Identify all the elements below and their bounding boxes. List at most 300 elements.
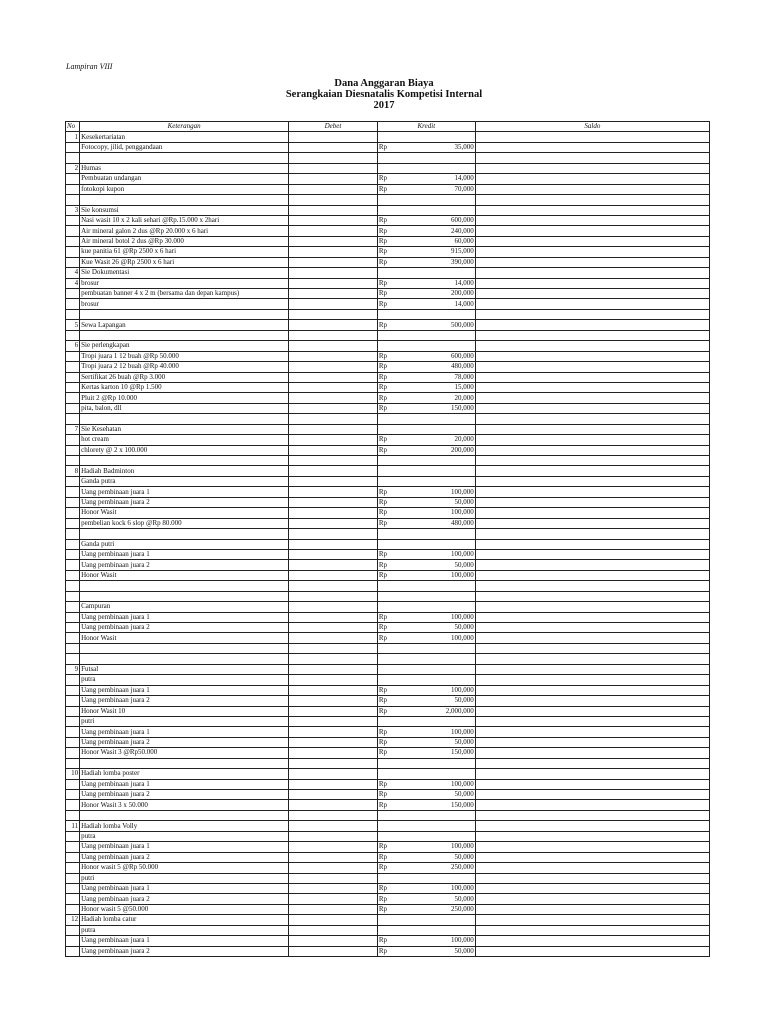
row-currency: Rp <box>377 142 394 152</box>
row-kredit-amount <box>395 466 476 476</box>
table-row <box>66 716 710 726</box>
row-saldo <box>475 153 709 163</box>
table-row <box>66 549 710 559</box>
row-description: Uang pembinaan juara 1 <box>80 612 289 622</box>
col-header-kredit: Kredit <box>377 122 475 132</box>
row-number: 6 <box>66 341 80 351</box>
table-row <box>66 497 710 507</box>
row-debet <box>289 612 378 622</box>
table-row <box>66 424 710 434</box>
row-kredit-amount: 250,000 <box>395 863 476 873</box>
row-saldo <box>475 727 709 737</box>
row-number <box>66 445 80 455</box>
row-currency: Rp <box>377 487 394 497</box>
row-kredit-amount <box>395 163 476 173</box>
row-kredit-amount: 480,000 <box>395 362 476 372</box>
row-number <box>66 779 80 789</box>
row-kredit-amount: 150,000 <box>395 748 476 758</box>
row-currency: Rp <box>377 278 394 288</box>
row-currency: Rp <box>377 737 394 747</box>
row-debet <box>289 904 378 914</box>
row-currency <box>377 205 394 215</box>
row-number: 8 <box>66 466 80 476</box>
row-kredit-amount <box>395 330 476 340</box>
row-description: Hadiah lomba poster <box>80 769 289 779</box>
row-debet <box>289 330 378 340</box>
row-kredit-amount: 200,000 <box>395 289 476 299</box>
table-row <box>66 529 710 539</box>
row-description: Honor Wasit 3 x 50.000 <box>80 800 289 810</box>
row-kredit-amount <box>395 205 476 215</box>
row-saldo <box>475 247 709 257</box>
row-kredit-amount <box>395 476 476 486</box>
row-debet <box>289 915 378 925</box>
row-currency: Rp <box>377 883 394 893</box>
row-currency: Rp <box>377 184 394 194</box>
row-currency <box>377 309 394 319</box>
row-saldo <box>475 883 709 893</box>
row-debet <box>289 351 378 361</box>
row-number <box>66 435 80 445</box>
row-debet <box>289 456 378 466</box>
row-debet <box>289 424 378 434</box>
row-debet <box>289 863 378 873</box>
row-currency: Rp <box>377 351 394 361</box>
table-row <box>66 727 710 737</box>
row-currency: Rp <box>377 445 394 455</box>
table-row <box>66 476 710 486</box>
row-debet <box>289 936 378 946</box>
row-description: Ganda putri <box>80 539 289 549</box>
row-kredit-amount <box>395 915 476 925</box>
table-row <box>66 247 710 257</box>
table-row <box>66 696 710 706</box>
table-row <box>66 748 710 758</box>
row-kredit-amount: 250,000 <box>395 904 476 914</box>
row-currency: Rp <box>377 779 394 789</box>
table-row <box>66 142 710 152</box>
row-description: Uang pembinaan juara 1 <box>80 883 289 893</box>
table-row <box>66 936 710 946</box>
row-debet <box>289 236 378 246</box>
row-saldo <box>475 382 709 392</box>
table-row <box>66 591 710 601</box>
row-number <box>66 299 80 309</box>
row-number <box>66 456 80 466</box>
row-kredit-amount: 100,000 <box>395 842 476 852</box>
row-number <box>66 195 80 205</box>
row-currency: Rp <box>377 790 394 800</box>
row-saldo <box>475 393 709 403</box>
row-kredit-amount <box>395 758 476 768</box>
table-row <box>66 320 710 330</box>
table-row <box>66 351 710 361</box>
row-saldo <box>475 184 709 194</box>
row-kredit-amount <box>395 309 476 319</box>
row-number <box>66 654 80 664</box>
row-debet <box>289 309 378 319</box>
row-description <box>80 581 289 591</box>
row-number <box>66 476 80 486</box>
row-description: Tropi juara 2 12 buah @Rp 40.000 <box>80 362 289 372</box>
row-number <box>66 372 80 382</box>
row-number <box>66 852 80 862</box>
row-description: Honor wasit 5 @50.000 <box>80 904 289 914</box>
row-saldo <box>475 518 709 528</box>
row-saldo <box>475 643 709 653</box>
row-currency <box>377 414 394 424</box>
row-debet <box>289 508 378 518</box>
row-debet <box>289 946 378 956</box>
row-saldo <box>475 330 709 340</box>
row-saldo <box>475 195 709 205</box>
row-saldo <box>475 236 709 246</box>
row-currency <box>377 163 394 173</box>
row-saldo <box>475 372 709 382</box>
row-description: putra <box>80 831 289 841</box>
row-currency: Rp <box>377 372 394 382</box>
row-description: Uang pembinaan juara 1 <box>80 727 289 737</box>
row-number: 4 <box>66 268 80 278</box>
row-debet <box>289 320 378 330</box>
row-description: Uang pembinaan juara 2 <box>80 497 289 507</box>
row-number <box>66 696 80 706</box>
row-number <box>66 403 80 413</box>
table-row <box>66 685 710 695</box>
row-kredit-amount: 100,000 <box>395 727 476 737</box>
row-currency <box>377 476 394 486</box>
row-debet <box>289 716 378 726</box>
row-debet <box>289 852 378 862</box>
table-row <box>66 435 710 445</box>
row-debet <box>289 487 378 497</box>
table-row <box>66 602 710 612</box>
row-saldo <box>475 842 709 852</box>
row-saldo <box>475 863 709 873</box>
row-saldo <box>475 716 709 726</box>
row-description: Uang pembinaan juara 2 <box>80 696 289 706</box>
row-description: putri <box>80 716 289 726</box>
row-description: Honor wasit 5 @Rp 50.000 <box>80 863 289 873</box>
row-kredit-amount: 100,000 <box>395 633 476 643</box>
row-debet <box>289 497 378 507</box>
row-description: Kertas karton 10 @Rp 1.500 <box>80 382 289 392</box>
row-description: kue panitia 61 @Rp 2500 x 6 hari <box>80 247 289 257</box>
row-debet <box>289 591 378 601</box>
row-currency: Rp <box>377 706 394 716</box>
row-number <box>66 414 80 424</box>
row-debet <box>289 215 378 225</box>
row-debet <box>289 278 378 288</box>
row-kredit-amount <box>395 153 476 163</box>
row-description: Hadiah Badminton <box>80 466 289 476</box>
row-currency: Rp <box>377 508 394 518</box>
table-row <box>66 309 710 319</box>
row-number <box>66 685 80 695</box>
table-row <box>66 873 710 883</box>
row-kredit-amount <box>395 675 476 685</box>
row-number <box>66 842 80 852</box>
row-description: Sie perlengkapan <box>80 341 289 351</box>
budget-rows <box>66 132 710 957</box>
row-description: putra <box>80 925 289 935</box>
row-number <box>66 142 80 152</box>
table-row <box>66 894 710 904</box>
row-saldo <box>475 664 709 674</box>
row-kredit-amount <box>395 810 476 820</box>
row-description: Kesekertariatan <box>80 132 289 142</box>
row-kredit-amount <box>395 925 476 935</box>
row-currency <box>377 195 394 205</box>
row-number <box>66 925 80 935</box>
row-kredit-amount <box>395 581 476 591</box>
row-kredit-amount <box>395 769 476 779</box>
row-description: Honor Wasit 10 <box>80 706 289 716</box>
row-currency <box>377 330 394 340</box>
row-number <box>66 539 80 549</box>
row-saldo <box>475 529 709 539</box>
row-currency: Rp <box>377 382 394 392</box>
row-kredit-amount: 15,000 <box>395 382 476 392</box>
row-currency: Rp <box>377 247 394 257</box>
row-debet <box>289 664 378 674</box>
row-debet <box>289 821 378 831</box>
row-currency <box>377 716 394 726</box>
table-row <box>66 278 710 288</box>
row-number <box>66 790 80 800</box>
attachment-label: Lampiran VIII <box>66 62 113 71</box>
row-saldo <box>475 487 709 497</box>
table-row <box>66 612 710 622</box>
row-description: Uang pembinaan juara 1 <box>80 549 289 559</box>
table-row <box>66 852 710 862</box>
row-saldo <box>475 215 709 225</box>
table-row <box>66 236 710 246</box>
row-currency <box>377 915 394 925</box>
row-description: fotokopi kupon <box>80 184 289 194</box>
row-kredit-amount: 50,000 <box>395 560 476 570</box>
row-number <box>66 309 80 319</box>
table-row <box>66 790 710 800</box>
row-description: Uang pembinaan juara 2 <box>80 737 289 747</box>
row-number: 11 <box>66 821 80 831</box>
row-currency: Rp <box>377 748 394 758</box>
row-description: Hadiah lomba catur <box>80 915 289 925</box>
row-kredit-amount <box>395 602 476 612</box>
row-currency: Rp <box>377 727 394 737</box>
row-description: Pembuatan undangan <box>80 174 289 184</box>
row-currency: Rp <box>377 497 394 507</box>
row-currency: Rp <box>377 215 394 225</box>
row-description <box>80 810 289 820</box>
row-saldo <box>475 497 709 507</box>
row-debet <box>289 174 378 184</box>
table-row <box>66 184 710 194</box>
table-row <box>66 174 710 184</box>
row-saldo <box>475 612 709 622</box>
table-row <box>66 456 710 466</box>
row-debet <box>289 560 378 570</box>
row-number <box>66 863 80 873</box>
row-debet <box>289 184 378 194</box>
row-kredit-amount: 60,000 <box>395 236 476 246</box>
row-description: pembuatan banner 4 x 2 m (bersama dan depan kampus) <box>80 289 289 299</box>
row-debet <box>289 570 378 580</box>
row-description: hot cream <box>80 435 289 445</box>
table-row <box>66 883 710 893</box>
row-number: 9 <box>66 664 80 674</box>
table-row <box>66 560 710 570</box>
row-description: Sie konsumsi <box>80 205 289 215</box>
row-debet <box>289 894 378 904</box>
row-currency <box>377 675 394 685</box>
row-number <box>66 633 80 643</box>
table-header-row <box>66 122 710 132</box>
row-saldo <box>475 946 709 956</box>
table-row <box>66 643 710 653</box>
row-number <box>66 289 80 299</box>
row-number <box>66 643 80 653</box>
row-description <box>80 456 289 466</box>
row-currency <box>377 581 394 591</box>
row-saldo <box>475 435 709 445</box>
row-saldo <box>475 289 709 299</box>
row-kredit-amount: 100,000 <box>395 936 476 946</box>
row-currency <box>377 831 394 841</box>
row-debet <box>289 779 378 789</box>
row-description: Honor Wasit <box>80 633 289 643</box>
row-debet <box>289 675 378 685</box>
row-kredit-amount <box>395 873 476 883</box>
row-debet <box>289 727 378 737</box>
row-number <box>66 174 80 184</box>
row-number <box>66 487 80 497</box>
row-debet <box>289 268 378 278</box>
row-number <box>66 560 80 570</box>
row-number <box>66 529 80 539</box>
row-description: Air mineral botol 2 dus @Rp 30.000 <box>80 236 289 246</box>
row-kredit-amount <box>395 591 476 601</box>
table-row <box>66 758 710 768</box>
row-currency: Rp <box>377 549 394 559</box>
row-kredit-amount <box>395 195 476 205</box>
table-row <box>66 289 710 299</box>
row-number <box>66 894 80 904</box>
row-saldo <box>475 351 709 361</box>
table-row <box>66 153 710 163</box>
row-kredit-amount <box>395 716 476 726</box>
table-row <box>66 821 710 831</box>
row-description: putri <box>80 873 289 883</box>
row-number <box>66 612 80 622</box>
table-row <box>66 487 710 497</box>
row-description: chlorety @ 2 x 100.000 <box>80 445 289 455</box>
row-debet <box>289 289 378 299</box>
row-number: 5 <box>66 320 80 330</box>
table-row <box>66 163 710 173</box>
row-currency: Rp <box>377 842 394 852</box>
row-description: Tropi juara 1 12 buah @Rp 50.000 <box>80 351 289 361</box>
row-debet <box>289 414 378 424</box>
table-row <box>66 570 710 580</box>
table-row <box>66 226 710 236</box>
row-number <box>66 153 80 163</box>
row-kredit-amount: 150,000 <box>395 800 476 810</box>
row-saldo <box>475 821 709 831</box>
row-currency: Rp <box>377 289 394 299</box>
row-currency <box>377 925 394 935</box>
row-kredit-amount: 78,000 <box>395 372 476 382</box>
row-description: Campuran <box>80 602 289 612</box>
table-row <box>66 195 710 205</box>
row-debet <box>289 758 378 768</box>
row-saldo <box>475 769 709 779</box>
row-number <box>66 748 80 758</box>
row-debet <box>289 800 378 810</box>
row-saldo <box>475 685 709 695</box>
row-debet <box>289 623 378 633</box>
row-debet <box>289 362 378 372</box>
row-number: 7 <box>66 424 80 434</box>
row-saldo <box>475 466 709 476</box>
row-kredit-amount: 100,000 <box>395 549 476 559</box>
row-kredit-amount: 600,000 <box>395 215 476 225</box>
row-saldo <box>475 476 709 486</box>
row-number <box>66 873 80 883</box>
table-row <box>66 946 710 956</box>
row-saldo <box>475 226 709 236</box>
row-number <box>66 518 80 528</box>
row-description: Uang pembinaan juara 2 <box>80 790 289 800</box>
row-saldo <box>475 602 709 612</box>
row-debet <box>289 393 378 403</box>
row-currency: Rp <box>377 685 394 695</box>
table-row <box>66 831 710 841</box>
budget-table <box>65 121 710 957</box>
row-kredit-amount: 100,000 <box>395 508 476 518</box>
row-kredit-amount: 50,000 <box>395 894 476 904</box>
row-description: Uang pembinaan juara 1 <box>80 936 289 946</box>
row-saldo <box>475 873 709 883</box>
table-row <box>66 769 710 779</box>
row-saldo <box>475 549 709 559</box>
row-saldo <box>475 320 709 330</box>
row-saldo <box>475 560 709 570</box>
document-year: 2017 <box>373 100 395 111</box>
row-saldo <box>475 508 709 518</box>
row-currency: Rp <box>377 904 394 914</box>
row-currency: Rp <box>377 393 394 403</box>
row-debet <box>289 737 378 747</box>
row-saldo <box>475 278 709 288</box>
table-row <box>66 737 710 747</box>
row-number <box>66 602 80 612</box>
row-currency: Rp <box>377 936 394 946</box>
row-description: Uang pembinaan juara 2 <box>80 894 289 904</box>
row-kredit-amount: 100,000 <box>395 883 476 893</box>
table-row <box>66 904 710 914</box>
row-number <box>66 393 80 403</box>
row-saldo <box>475 163 709 173</box>
row-currency: Rp <box>377 257 394 267</box>
row-kredit-amount: 200,000 <box>395 445 476 455</box>
table-row <box>66 633 710 643</box>
row-description: Humas <box>80 163 289 173</box>
row-saldo <box>475 257 709 267</box>
row-saldo <box>475 706 709 716</box>
row-saldo <box>475 174 709 184</box>
row-kredit-amount: 100,000 <box>395 612 476 622</box>
